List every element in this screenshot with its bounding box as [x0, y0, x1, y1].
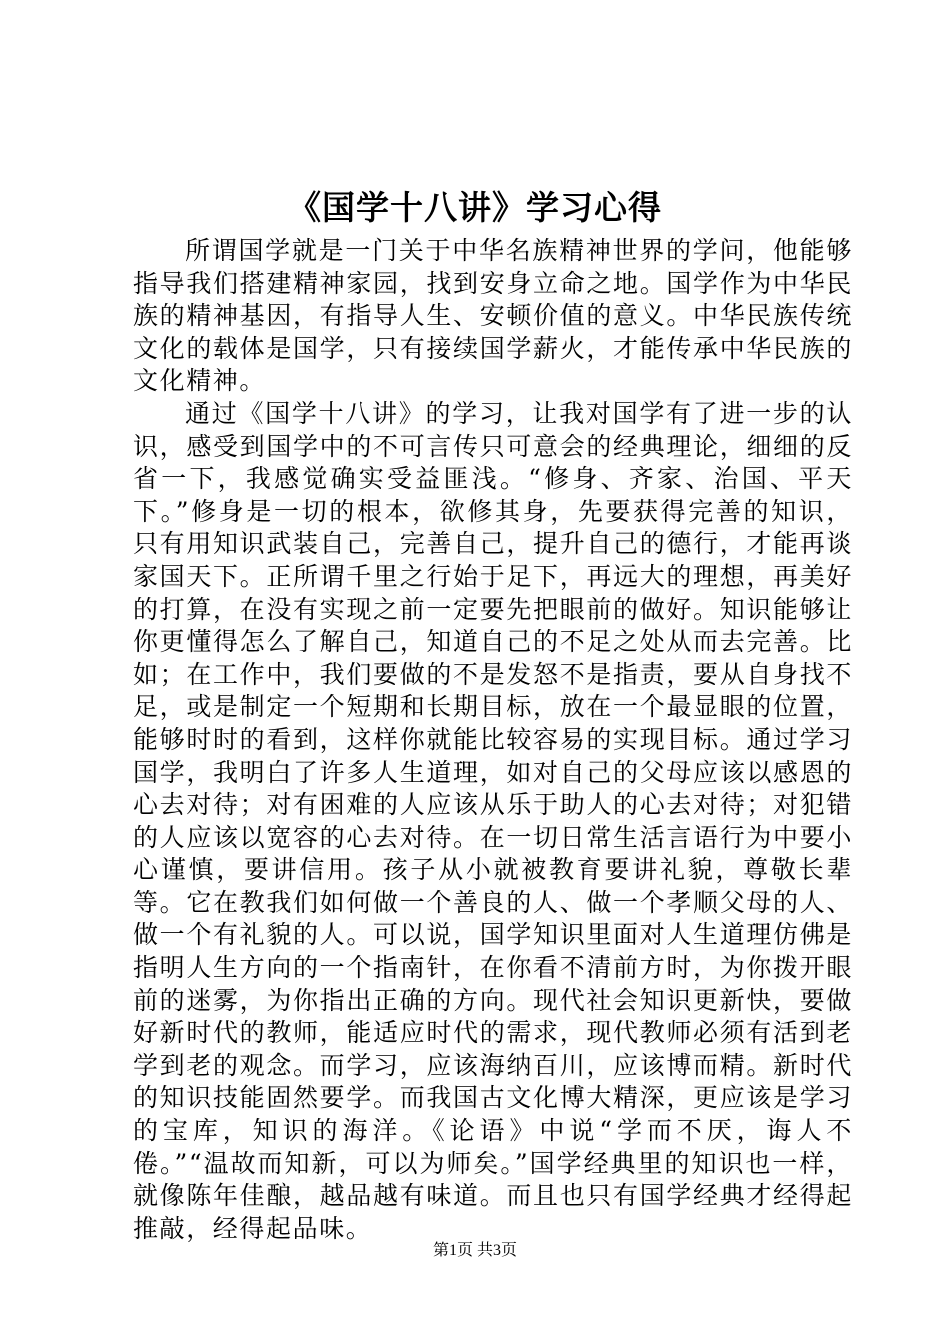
- paragraph-main: 通过《国学十八讲》的学习，让我对国学有了进一步的认识，感受到国学中的不可言传只可意会的经典理论，细细的反省一下，我感觉确实受益匪浅。“修身、齐家、治国、平天下。”修身是一切的根本，欲修其身，先要获得完善的知识，只有用知识武装自己，完善自己，提升自己的德行，才能再谈家国天下。正所谓千里之行始于足下，再远大的理想，再美好的打算，在没有实现之前一定要先把眼前的做好。知识能够让你更懂得怎么了解自己，知道自己的不足之处从而去完善。比如；在工作中，我们要做的不是发怒不是指责，要从自身找不足，或是制定一个短期和长期目标，放在一个最显眼的位置，能够时时的看到，这样你就能比较容易的实现目标。通过学习国学，我明白了许多人生道理，如对自己的父母应该以感恩的心去对待；对有困难的人应该从乐于助人的心去对待；对犯错的人应该以宽容的心去对待。在一切日常生活言语行为中要小心谨慎，要讲信用。孩子从小就被教育要讲礼貌，尊敬长辈等。它在教我们如何做一个善良的人、做一个孝顺父母的人、做一个有礼貌的人。可以说，国学知识里面对人生道理仿佛是指明人生方向的一个指南针，在你看不清前方时，为你拨开眼前的迷雾，为你指出正确的方向。现代社会知识更新快，要做好新时代的教师，能适应时代的需求，现代教师必须有活到老学到老的观念。而学习，应该海纳百川，应该博而精。新时代的知识技能固然要学。而我国古文化博大精深，更应该是学习的宝库，知识的海洋。《论语》中说“学而不厌，诲人不倦。”“温故而知新，可以为师矣。”国学经典里的知识也一样，就像陈年佳酿，越品越有味道。而且也只有国学经典才经得起推敲，经得起品味。: [133, 398, 853, 1243]
- page-number: 第1页 共3页: [432, 1242, 517, 1259]
- paragraph-intro: 所谓国学就是一门关于中华名族精神世界的学问，他能够指导我们搭建精神家园，找到安身立命之地。国学作为中华民族的精神基因，有指导人生、安顿价值的意义。中华民族传统文化的载体是国学，只有接续国学薪火，才能传承中华民族的文化精神。: [133, 236, 853, 396]
- document-body: [133, 235, 853, 1245]
- document-title: 《国学十八讲》学习心得: [288, 188, 662, 227]
